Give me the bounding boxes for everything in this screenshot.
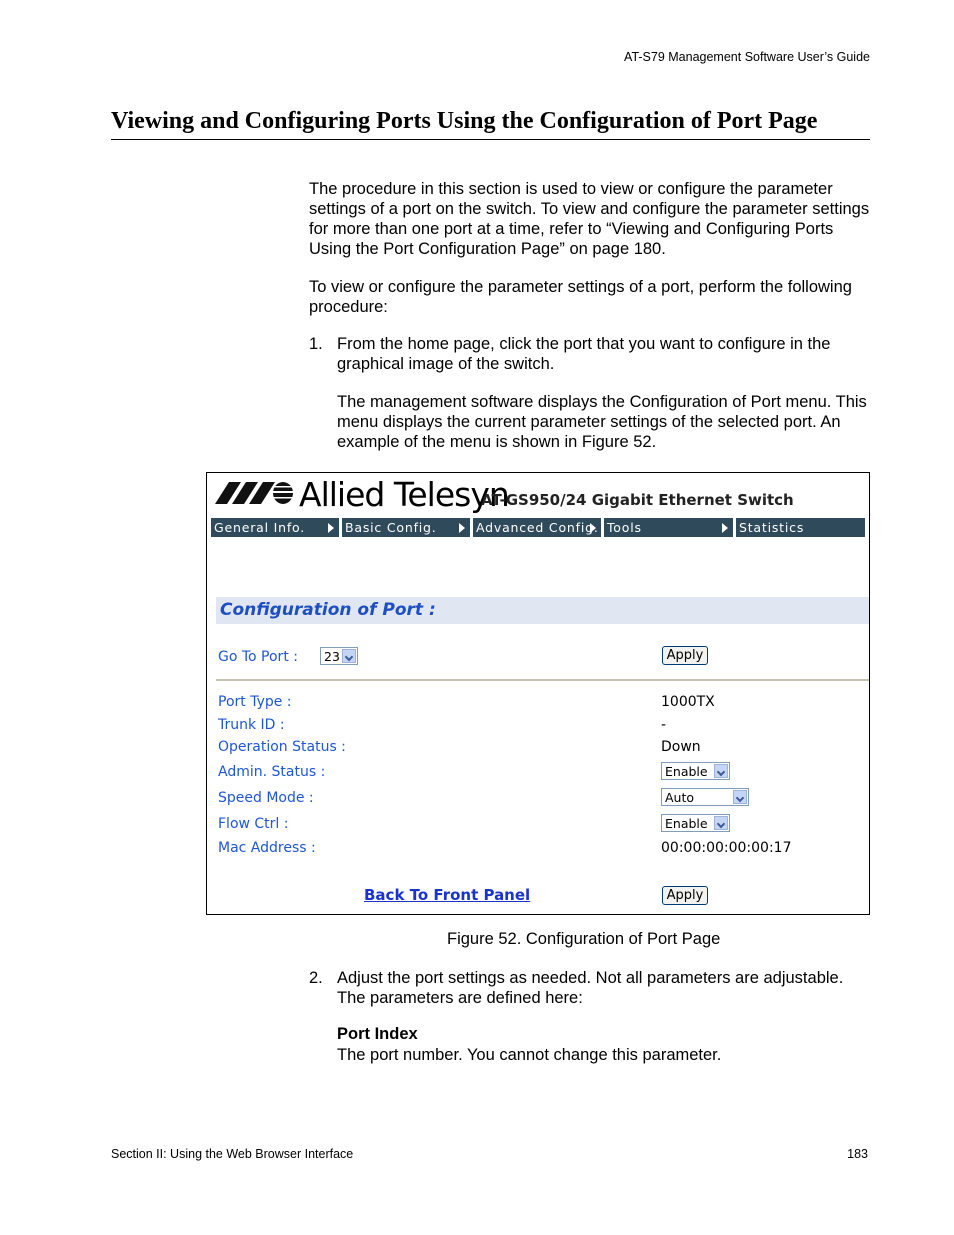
apply-button-bottom[interactable]: Apply — [662, 886, 708, 905]
select-value: Enable — [665, 764, 708, 779]
nav-label: Statistics — [739, 520, 805, 535]
port-index-heading: Port Index — [337, 1025, 418, 1043]
nav-label: Advanced Config. — [476, 520, 599, 535]
product-name: AT-GS950/24 Gigabit Ethernet Switch — [481, 491, 794, 509]
chevron-down-icon — [342, 649, 356, 663]
mac-address-label: Mac Address : — [218, 840, 316, 856]
nav-statistics[interactable] — [736, 518, 865, 537]
arrow-right-icon — [590, 523, 596, 533]
footer-section: Section II: Using the Web Browser Interface — [111, 1147, 354, 1161]
flow-ctrl-label: Flow Ctrl : — [218, 816, 289, 832]
operation-status-label: Operation Status : — [218, 739, 346, 755]
port-type-label: Port Type : — [218, 694, 292, 710]
nav-basic-config[interactable] — [342, 518, 470, 537]
operation-status-value: Down — [661, 739, 701, 755]
select-value: Auto — [665, 790, 695, 805]
nav-label: Basic Config. — [345, 520, 437, 535]
goto-port-label: Go To Port : — [218, 649, 298, 665]
speed-mode-label: Speed Mode : — [218, 790, 314, 806]
goto-port-select[interactable] — [320, 647, 358, 665]
divider — [216, 679, 869, 681]
port-type-value: 1000TX — [661, 694, 715, 710]
brand-name: Allied Telesyn — [299, 475, 509, 514]
procedure-intro: To view or configure the parameter settings of a port, perform the following procedure: — [309, 278, 852, 316]
arrow-right-icon — [328, 523, 334, 533]
config-title-bar — [216, 597, 869, 624]
back-to-front-panel-link[interactable]: Back To Front Panel — [364, 886, 531, 904]
chevron-down-icon — [714, 764, 728, 778]
nav-tools[interactable] — [604, 518, 733, 537]
apply-button-top[interactable]: Apply — [662, 646, 708, 665]
running-header: AT-S79 Management Software User’s Guide — [624, 50, 870, 64]
page-number: 183 — [847, 1147, 868, 1161]
intro-paragraph: The procedure in this section is used to view or configure the parameter settings of a port on the switch. To view and configure the parameter settings for more than one port at a time, refer to “Viewing and Configuring Ports Using the Port Configuration Page” on page 180. — [309, 180, 870, 258]
section-title: Viewing and Configuring Ports Using the Configuration of Port Page — [111, 108, 870, 140]
step-number: 2. — [309, 969, 323, 987]
step-1-detail: The management software displays the Configuration of Port menu. This menu displays the current parameter settings of the selected port. An example of the menu is shown in Figure 52. — [337, 393, 867, 451]
config-title: Configuration of Port : — [220, 600, 436, 620]
arrow-right-icon — [459, 523, 465, 533]
flow-ctrl-select[interactable] — [661, 814, 730, 832]
nav-label: General Info. — [214, 520, 306, 535]
select-value: 23 — [324, 649, 340, 664]
allied-telesyn-logo-icon — [215, 478, 295, 506]
nav-label: Tools — [607, 520, 642, 535]
admin-status-select[interactable] — [661, 762, 730, 780]
nav-advanced-config[interactable] — [473, 518, 601, 537]
step-text: From the home page, click the port that you want to configure in the graphical image of the switch. — [337, 335, 831, 373]
select-value: Enable — [665, 816, 708, 831]
figure-caption: Figure 52. Configuration of Port Page — [447, 930, 721, 948]
port-index-text: The port number. You cannot change this parameter. — [337, 1046, 722, 1064]
chevron-down-icon — [733, 790, 747, 804]
figure-screenshot — [206, 472, 870, 915]
speed-mode-select[interactable] — [661, 788, 749, 806]
chevron-down-icon — [714, 816, 728, 830]
admin-status-label: Admin. Status : — [218, 764, 326, 780]
nav-general-info[interactable] — [211, 518, 339, 537]
step-number: 1. — [309, 335, 323, 353]
step-text: Adjust the port settings as needed. Not all parameters are adjustable. The parameters are defined here: — [337, 969, 844, 1007]
trunk-id-label: Trunk ID : — [218, 717, 285, 733]
trunk-id-value: - — [661, 717, 667, 733]
mac-address-value: 00:00:00:00:00:17 — [661, 840, 792, 856]
arrow-right-icon — [722, 523, 728, 533]
